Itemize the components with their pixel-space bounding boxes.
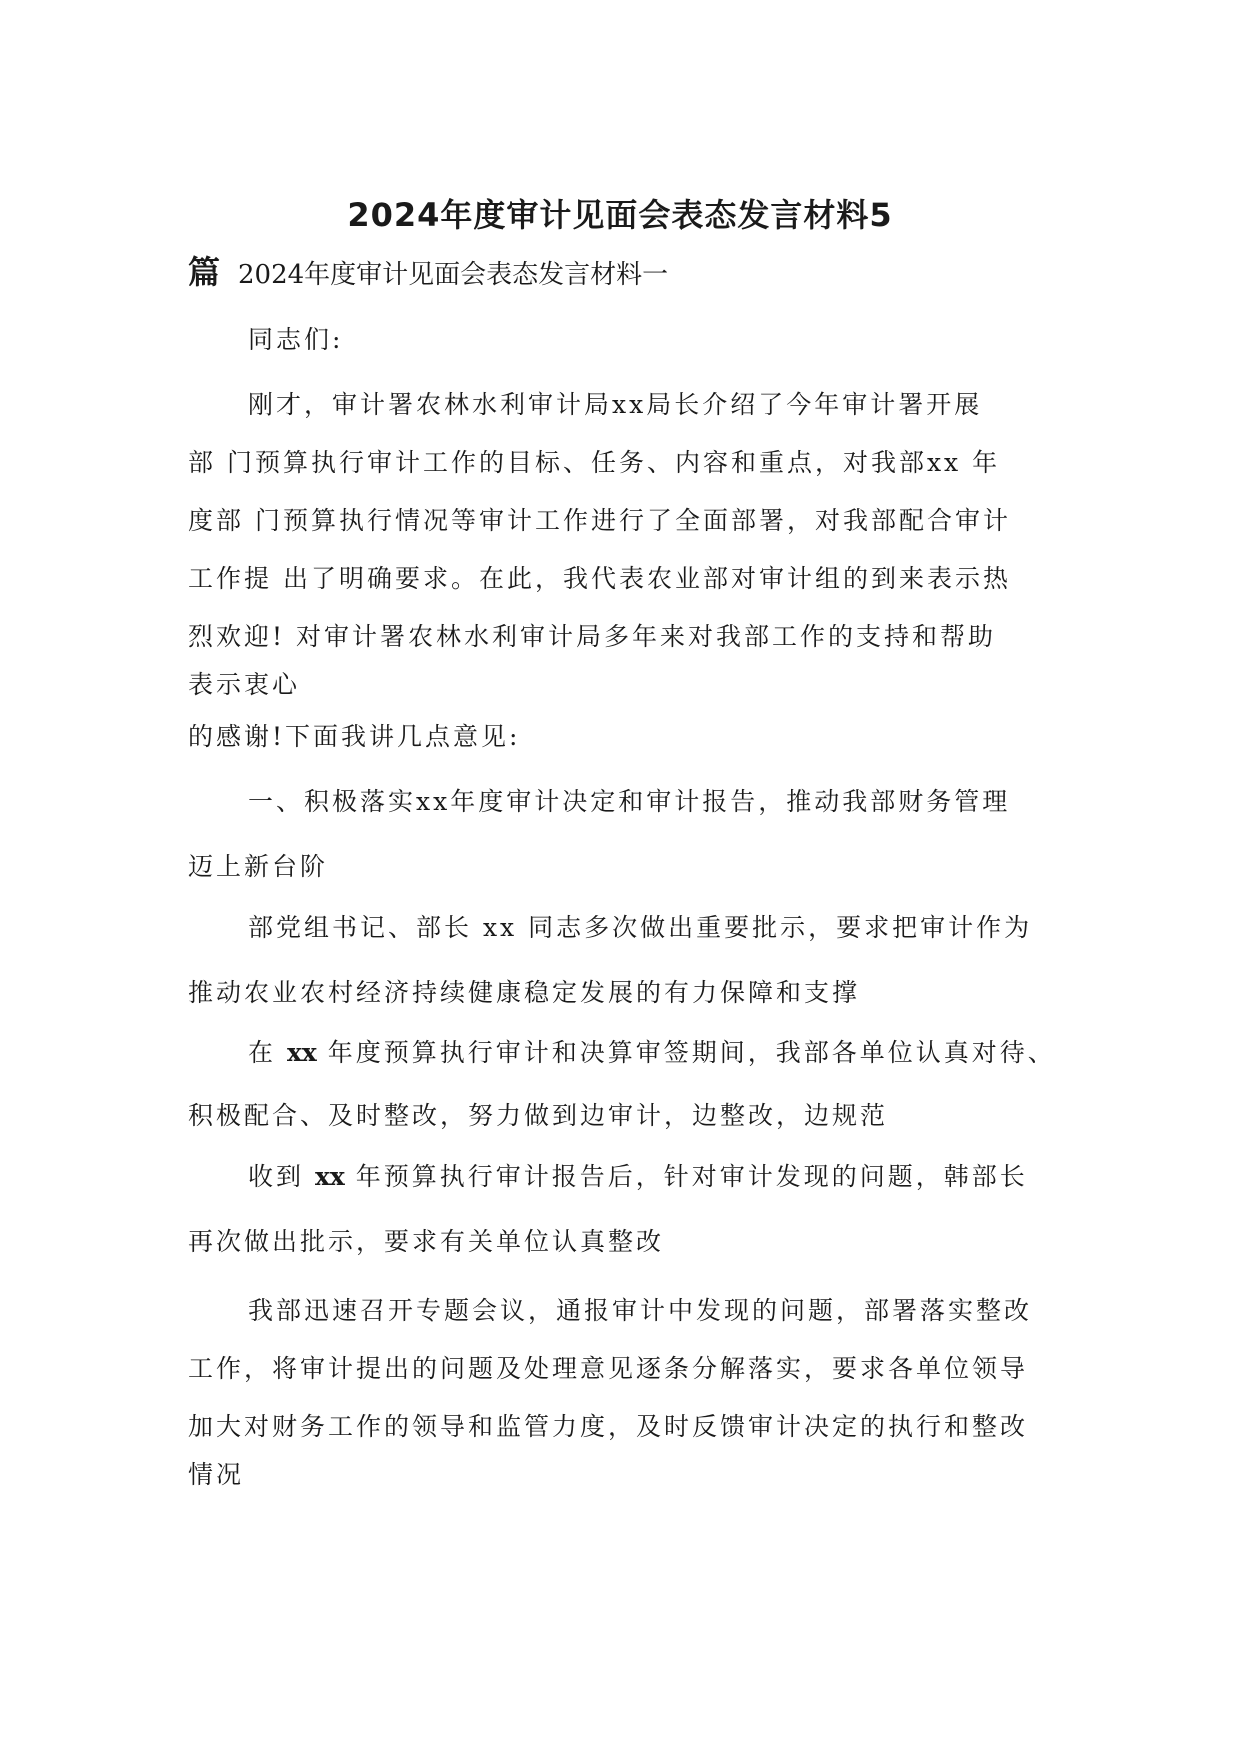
paragraph-line xyxy=(248,1033,1056,1069)
document-title: 2024年度审计见面会表态发言材料5 xyxy=(347,196,893,234)
text-run: 年度预算执行审计和决算审签期间，我部各单位认真对待、 xyxy=(316,1038,1056,1067)
text-run: 收到 xyxy=(248,1162,315,1191)
paragraph-line: 的感谢!下面我讲几点意见: xyxy=(188,722,521,751)
paragraph-line: 推动农业农村经济持续健康稳定发展的有力保障和支撑 xyxy=(188,978,861,1007)
subtitle-mark: 篇 xyxy=(188,253,221,291)
section-heading: 一、积极落实xx年度审计决定和审计报告，推动我部财务管理 xyxy=(248,787,1011,816)
paragraph-line: 积极配合、及时整改，努力做到边审计，边整改，边规范 xyxy=(188,1101,889,1130)
text-run: xx xyxy=(286,1038,317,1067)
paragraph-line: 加大对财务工作的领导和监管力度，及时反馈审计决定的执行和整改 xyxy=(188,1412,1029,1441)
paragraph-line: 再次做出批示，要求有关单位认真整改 xyxy=(188,1227,665,1256)
paragraph-line: 烈欢迎! 对审计署农林水利审计局多年来对我部工作的支持和帮助 xyxy=(188,622,996,651)
paragraph-line: 刚才，审计署农林水利审计局xx局长介绍了今年审计署开展 xyxy=(248,390,983,419)
paragraph-line: 表示衷心 xyxy=(188,670,301,699)
paragraph-line: 部 门预算执行审计工作的目标、任务、内容和重点，对我部xx 年 xyxy=(188,448,1001,477)
paragraph-line: 我部迅速召开专题会议，通报审计中发现的问题，部署落实整改 xyxy=(248,1296,1033,1325)
paragraph-line xyxy=(248,1157,1028,1193)
paragraph-line: 情况 xyxy=(188,1460,245,1489)
section-heading: 迈上新台阶 xyxy=(188,852,329,881)
subtitle-text: 2024年度审计见面会表态发言材料一 xyxy=(238,260,669,290)
paragraph-line: 部党组书记、部长 xx 同志多次做出重要批示，要求把审计作为 xyxy=(248,913,1033,942)
text-run: 在 xyxy=(248,1038,287,1067)
document-subtitle xyxy=(188,247,668,293)
paragraph-line: 度部 门预算执行情况等审计工作进行了全面部署，对我部配合审计 xyxy=(188,506,1011,535)
text-run: 年预算执行审计报告后，针对审计发现的问题，韩部长 xyxy=(344,1162,1028,1191)
text-run: xx xyxy=(314,1162,345,1191)
greeting: 同志们: xyxy=(248,325,344,354)
paragraph-line: 工作，将审计提出的问题及处理意见逐条分解落实，要求各单位领导 xyxy=(188,1354,1029,1383)
paragraph-line: 工作提 出了明确要求。在此，我代表农业部对审计组的到来表示热 xyxy=(188,564,1011,593)
